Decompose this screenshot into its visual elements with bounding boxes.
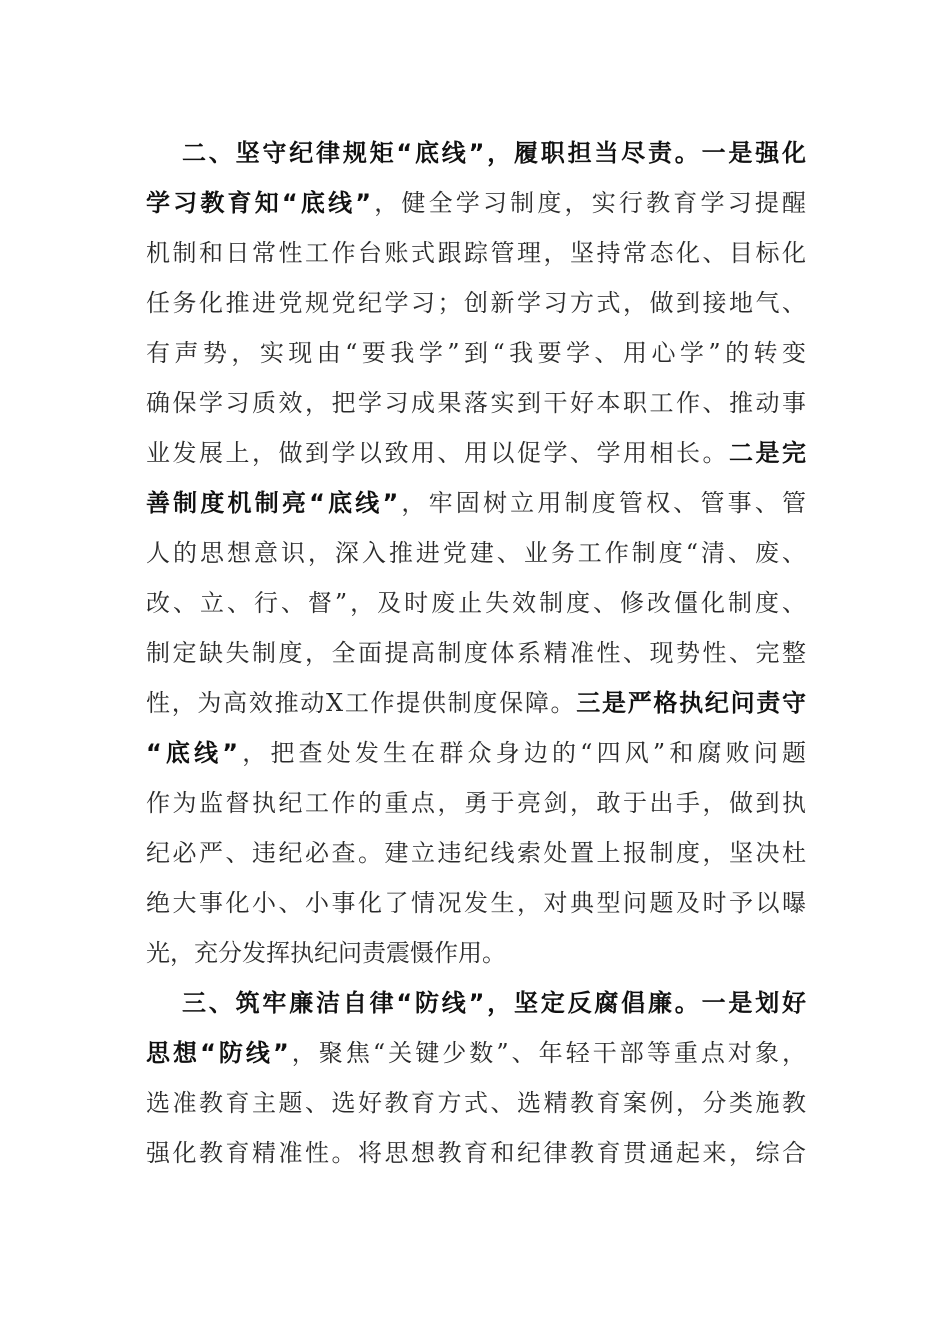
bold-phrase: 思想“防线” bbox=[146, 1039, 289, 1067]
paragraph-line: 选准教育主题、选好教育方式、选精教育案例，分类施教 bbox=[146, 1089, 806, 1117]
bold-phrase: 三是严格执纪问责守 bbox=[576, 689, 806, 717]
paragraph-line: 人的思想意识，深入推进党建、业务工作制度“清、废、 bbox=[146, 539, 806, 567]
paragraph-line bbox=[146, 178, 806, 228]
paragraph-line: 确保学习质效，把学习成果落实到干好本职工作、推动事 bbox=[146, 389, 806, 417]
paragraph-line bbox=[146, 478, 806, 528]
paragraph-line: 任务化推进党规党纪学习；创新学习方式，做到接地气、 bbox=[146, 289, 806, 317]
paragraph-line: 光，充分发挥执纪问责震慑作用。 bbox=[146, 939, 506, 967]
paragraph-line: 纪必严、违纪必查。建立违纪线索处置上报制度，坚决杜 bbox=[146, 839, 806, 867]
paragraph-line bbox=[146, 428, 806, 478]
bold-phrase: 二是完 bbox=[729, 439, 806, 467]
body-text: ，健全学习制度，实行教育学习提醒 bbox=[371, 189, 806, 217]
paragraph-line: 绝大事化小、小事化了情况发生，对典型问题及时予以曝 bbox=[146, 889, 806, 917]
body-text: 业发展上，做到学以致用、用以促学、学用相长。 bbox=[146, 439, 729, 467]
paragraph-line: 作为监督执纪工作的重点，勇于亮剑，敢于出手，做到执 bbox=[146, 789, 806, 817]
paragraph-line: 改、立、行、督”，及时废止失效制度、修改僵化制度、 bbox=[146, 589, 806, 617]
paragraph-line: 制定缺失制度，全面提高制度体系精准性、现势性、完整 bbox=[146, 639, 806, 667]
paragraph-line bbox=[146, 728, 806, 778]
section-heading: 三、筑牢廉洁自律“防线”，坚定反腐倡廉。一是划好 bbox=[182, 989, 806, 1017]
paragraph-line: 强化教育精准性。将思想教育和纪律教育贯通起来，综合 bbox=[146, 1139, 806, 1167]
body-text: ，把查处发生在群众身边的“四风”和腐败问题 bbox=[238, 739, 807, 767]
paragraph-line bbox=[146, 678, 806, 728]
paragraph-line: 有声势，实现由“要我学”到“我要学、用心学”的转变 bbox=[146, 339, 806, 367]
bold-phrase: 善制度机制亮“底线” bbox=[146, 489, 399, 517]
bold-phrase: “底线” bbox=[146, 739, 239, 767]
body-text: ，聚焦“关键少数”、年轻干部等重点对象， bbox=[288, 1039, 806, 1067]
paragraph-line bbox=[146, 1028, 806, 1078]
body-text: 性，为高效推动X工作提供制度保障。 bbox=[146, 689, 577, 717]
body-text: ，牢固树立用制度管权、管事、管 bbox=[398, 489, 807, 517]
paragraph-line bbox=[182, 128, 806, 178]
bold-phrase: 学习教育知“底线” bbox=[146, 189, 372, 217]
paragraph-line bbox=[182, 978, 806, 1028]
section-heading: 二、坚守纪律规矩“底线”，履职担当尽责。一是强化 bbox=[182, 139, 806, 167]
paragraph-line: 机制和日常性工作台账式跟踪管理，坚持常态化、目标化 bbox=[146, 239, 806, 267]
